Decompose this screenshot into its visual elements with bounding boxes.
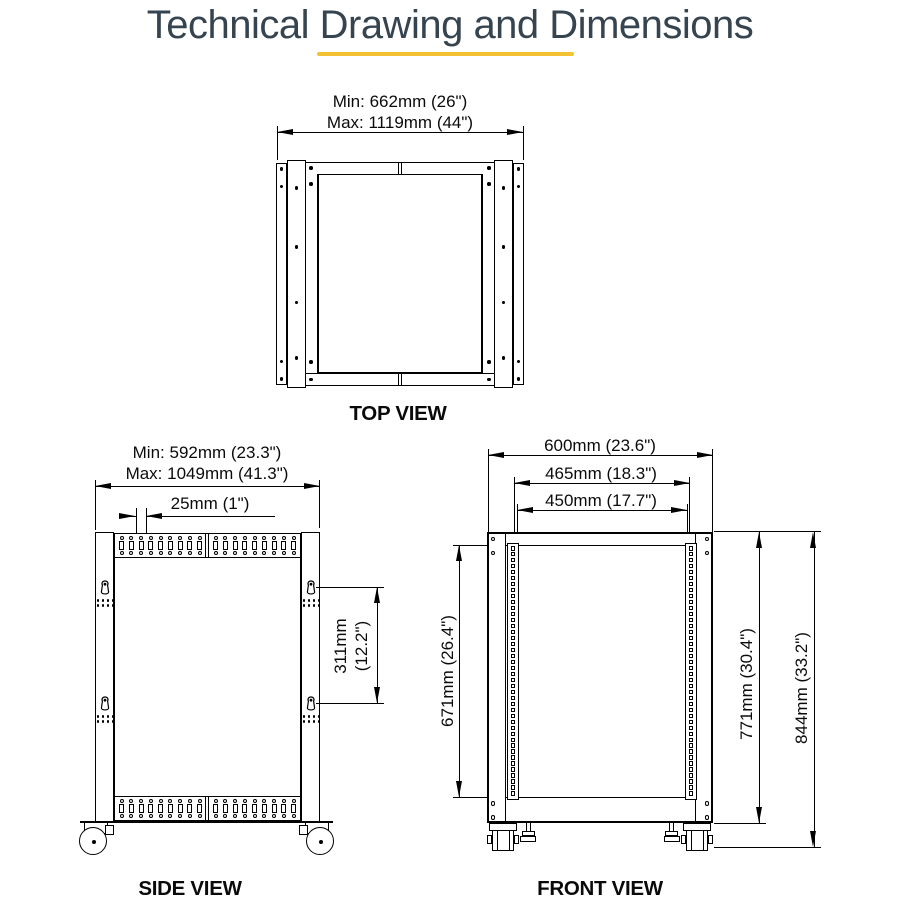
rack-hole bbox=[689, 708, 694, 713]
rack-hole bbox=[689, 720, 694, 725]
rack-hole bbox=[689, 684, 694, 689]
top-view-outer-strip-right bbox=[513, 163, 524, 385]
caster-lock-tab bbox=[105, 825, 114, 835]
rack-hole bbox=[511, 546, 516, 551]
arrowhead-icon bbox=[756, 532, 762, 548]
top-view-depth-min-label: Min: 662mm (26") bbox=[332, 92, 468, 111]
side-view-caption: SIDE VIEW bbox=[138, 877, 242, 900]
screw-hole-dot bbox=[112, 604, 115, 607]
rack-hole bbox=[511, 624, 516, 629]
rack-hole bbox=[689, 749, 694, 754]
screw-hole-dot bbox=[308, 720, 311, 723]
vent-slot bbox=[168, 799, 173, 818]
rack-hole bbox=[689, 779, 694, 784]
rack-hole bbox=[511, 672, 516, 677]
vent-slot bbox=[178, 799, 183, 818]
rack-hole bbox=[511, 791, 516, 796]
screw-hole-dot bbox=[313, 604, 316, 607]
screw-hole-dot bbox=[313, 599, 316, 602]
vent-slot bbox=[223, 536, 228, 555]
caster-tab bbox=[681, 835, 686, 844]
rack-hole bbox=[511, 785, 516, 790]
rack-hole bbox=[689, 576, 694, 581]
rack-hole bbox=[511, 660, 516, 665]
screw-hole-dot bbox=[313, 720, 316, 723]
vent-slot bbox=[233, 799, 238, 818]
vent-slot-row bbox=[210, 798, 299, 819]
rack-hole-column bbox=[687, 544, 695, 798]
side-view-opening bbox=[114, 557, 301, 797]
top-view-inner-strip-left bbox=[305, 174, 318, 373]
rack-hole bbox=[511, 648, 516, 653]
keyhole-mount-icon bbox=[305, 696, 317, 712]
screw-hole-dot bbox=[102, 599, 105, 602]
extension-line bbox=[136, 508, 137, 533]
caster-detail-line bbox=[509, 831, 510, 850]
arrowhead-icon bbox=[671, 507, 687, 513]
corner-hole bbox=[705, 815, 710, 820]
vent-slot bbox=[129, 799, 134, 818]
vent-slot bbox=[187, 799, 192, 818]
rack-hole bbox=[511, 678, 516, 683]
vent-slot bbox=[148, 536, 153, 555]
arrowhead-icon bbox=[756, 807, 762, 823]
screw-dot bbox=[517, 377, 521, 381]
screw-hole-dot bbox=[318, 720, 321, 723]
arrowhead-icon bbox=[507, 129, 523, 135]
title-accent-underline bbox=[317, 52, 574, 56]
rack-hole bbox=[689, 618, 694, 623]
rack-hole bbox=[511, 738, 516, 743]
side-view-mount-pitch-label: 25mm (1") bbox=[170, 494, 250, 513]
screw-dot bbox=[309, 360, 313, 364]
arrowhead-icon bbox=[674, 480, 690, 486]
arrowhead-icon bbox=[374, 687, 380, 703]
rack-hole bbox=[689, 761, 694, 766]
rack-hole bbox=[511, 600, 516, 605]
rack-hole bbox=[689, 606, 694, 611]
vent-slot bbox=[158, 799, 163, 818]
vent-slot bbox=[139, 536, 144, 555]
screw-dot bbox=[309, 166, 313, 170]
side-view-post-right bbox=[301, 532, 320, 822]
corner-hole bbox=[491, 801, 496, 806]
rail-split-line bbox=[205, 534, 209, 557]
rack-hole bbox=[511, 702, 516, 707]
rack-hole bbox=[689, 594, 694, 599]
caster-hub bbox=[319, 840, 323, 844]
caster-detail-line bbox=[703, 831, 704, 850]
rack-hole bbox=[689, 654, 694, 659]
rack-hole bbox=[689, 660, 694, 665]
top-view-caption: TOP VIEW bbox=[349, 402, 447, 425]
extension-line bbox=[453, 797, 487, 798]
caster-detail-line bbox=[497, 831, 498, 850]
dimension-line-side-depth bbox=[95, 486, 320, 487]
top-view-opening bbox=[318, 174, 482, 373]
mounting-rail-left bbox=[507, 543, 519, 800]
rack-hole bbox=[689, 600, 694, 605]
rack-hole bbox=[511, 743, 516, 748]
screw-dot bbox=[295, 245, 299, 249]
screw-hole-cluster bbox=[303, 715, 322, 723]
leveling-foot-stem bbox=[669, 823, 674, 831]
arrowhead-icon bbox=[810, 532, 816, 548]
rack-hole bbox=[511, 558, 516, 563]
front-view-frame bbox=[487, 532, 713, 823]
screw-hole-dot bbox=[303, 599, 306, 602]
screw-hole-dot bbox=[102, 715, 105, 718]
rack-hole bbox=[511, 636, 516, 641]
screw-dot bbox=[502, 186, 506, 190]
arrowhead-icon bbox=[304, 483, 320, 489]
dimension-line-frame-height bbox=[759, 532, 760, 823]
vent-slot bbox=[281, 536, 286, 555]
caster-tab bbox=[487, 835, 492, 844]
vent-slot bbox=[139, 799, 144, 818]
vent-slot bbox=[291, 799, 296, 818]
rack-hole bbox=[689, 636, 694, 641]
dimension-line-rail-holes bbox=[517, 510, 687, 511]
rack-hole bbox=[689, 785, 694, 790]
rack-hole bbox=[511, 755, 516, 760]
screw-hole-dot bbox=[107, 604, 110, 607]
rack-hole bbox=[689, 570, 694, 575]
arrowhead-icon bbox=[119, 513, 135, 519]
rack-hole bbox=[511, 749, 516, 754]
screw-hole-dot bbox=[318, 604, 321, 607]
screw-hole-dot bbox=[313, 715, 316, 718]
extension-line bbox=[488, 449, 489, 532]
corner-hole bbox=[491, 815, 496, 820]
front-view-overall-width-label: 600mm (23.6") bbox=[544, 436, 656, 455]
rack-hole bbox=[511, 552, 516, 557]
rack-hole bbox=[689, 630, 694, 635]
rack-hole bbox=[511, 732, 516, 737]
arrowhead-icon bbox=[810, 831, 816, 847]
screw-hole-cluster bbox=[97, 715, 116, 723]
screw-hole-dot bbox=[97, 720, 100, 723]
rack-hole bbox=[511, 767, 516, 772]
rack-hole bbox=[689, 642, 694, 647]
extension-line bbox=[714, 847, 821, 848]
dimension-line-handle-span bbox=[377, 587, 378, 703]
vent-slot bbox=[262, 799, 267, 818]
rack-hole bbox=[689, 690, 694, 695]
rack-hole bbox=[511, 588, 516, 593]
screw-hole-cluster bbox=[97, 599, 116, 607]
rack-hole bbox=[511, 726, 516, 731]
top-view-post-right bbox=[494, 160, 513, 388]
side-view-handle-span-label bbox=[329, 614, 373, 678]
rack-hole bbox=[689, 672, 694, 677]
extension-line bbox=[712, 449, 713, 532]
vent-slot bbox=[119, 799, 124, 818]
vent-slot bbox=[187, 536, 192, 555]
screw-dot bbox=[280, 377, 284, 381]
screw-hole-dot bbox=[97, 599, 100, 602]
screw-hole-dot bbox=[97, 715, 100, 718]
screw-dot bbox=[487, 166, 491, 170]
vent-slot-row bbox=[116, 798, 205, 819]
vent-slot bbox=[158, 536, 163, 555]
rack-hole bbox=[689, 726, 694, 731]
front-view-rail-hole-label: 450mm (17.7") bbox=[545, 491, 657, 510]
arrowhead-icon bbox=[374, 587, 380, 603]
front-view-rail-outer-label: 465mm (18.3") bbox=[545, 464, 657, 483]
dimension-line-overall-height bbox=[814, 532, 815, 847]
side-view-depth-max-label: Max: 1049mm (41.3") bbox=[125, 464, 289, 483]
screw-dot bbox=[502, 356, 506, 360]
rack-hole bbox=[511, 612, 516, 617]
vent-slot bbox=[242, 536, 247, 555]
rail-split-line bbox=[398, 374, 402, 385]
vent-slot bbox=[233, 536, 238, 555]
screw-dot bbox=[487, 378, 491, 382]
rack-hole bbox=[511, 570, 516, 575]
rack-hole bbox=[689, 582, 694, 587]
vent-slot bbox=[197, 536, 202, 555]
caster-body bbox=[686, 830, 708, 851]
rack-hole bbox=[689, 738, 694, 743]
rack-hole-column bbox=[509, 544, 517, 798]
rack-hole bbox=[511, 582, 516, 587]
rack-hole bbox=[689, 755, 694, 760]
vent-slot-row bbox=[116, 535, 205, 556]
front-view-rail-opening-height-label: 671mm (26.4") bbox=[437, 615, 457, 727]
dimension-line-rail-opening-height bbox=[459, 545, 460, 797]
rail-split-line bbox=[398, 163, 402, 174]
screw-hole-dot bbox=[107, 715, 110, 718]
top-view-depth-max-label: Max: 1119mm (44") bbox=[326, 113, 474, 132]
dimension-line-rail-outer bbox=[514, 483, 690, 484]
vent-slot bbox=[252, 799, 257, 818]
arrowhead-icon bbox=[146, 513, 162, 519]
vent-slot-row bbox=[210, 535, 299, 556]
screw-dot bbox=[517, 167, 521, 171]
top-view-outer-strip-left bbox=[276, 163, 287, 385]
screw-hole-dot bbox=[303, 715, 306, 718]
vent-slot bbox=[178, 536, 183, 555]
arrowhead-icon bbox=[517, 507, 533, 513]
rail-split-line bbox=[205, 797, 209, 820]
rack-hole bbox=[689, 612, 694, 617]
rack-hole bbox=[511, 761, 516, 766]
rack-hole bbox=[689, 702, 694, 707]
screw-dot bbox=[487, 182, 491, 186]
top-view-inner-strip-right bbox=[482, 174, 495, 373]
vent-slot bbox=[148, 799, 153, 818]
extension-line bbox=[714, 531, 821, 532]
rack-hole bbox=[689, 558, 694, 563]
frame-post-line bbox=[505, 532, 506, 823]
arrowhead-icon bbox=[277, 129, 293, 135]
dimension-line-pitch bbox=[146, 516, 275, 517]
extension-line bbox=[316, 703, 384, 704]
leveling-foot-base bbox=[520, 836, 536, 842]
extension-line bbox=[714, 823, 766, 824]
mounting-rail-right bbox=[685, 543, 697, 800]
keyhole-mount-icon bbox=[305, 580, 317, 596]
rack-hole bbox=[511, 690, 516, 695]
screw-dot bbox=[280, 167, 284, 171]
screw-dot bbox=[295, 356, 299, 360]
screw-dot bbox=[502, 245, 506, 249]
rack-hole bbox=[689, 678, 694, 683]
rack-hole bbox=[689, 564, 694, 569]
keyhole-mount-icon bbox=[99, 580, 111, 596]
screw-dot bbox=[309, 378, 313, 382]
vent-slot bbox=[252, 536, 257, 555]
vent-slot bbox=[129, 536, 134, 555]
rack-hole bbox=[511, 773, 516, 778]
rack-hole bbox=[689, 696, 694, 701]
screw-hole-dot bbox=[107, 599, 110, 602]
vent-slot bbox=[291, 536, 296, 555]
rack-hole bbox=[511, 714, 516, 719]
screw-hole-dot bbox=[318, 715, 321, 718]
frame-inner-bottom-line bbox=[505, 797, 695, 798]
top-view-post-left bbox=[287, 160, 306, 388]
screw-hole-dot bbox=[112, 599, 115, 602]
rack-hole bbox=[511, 696, 516, 701]
rack-hole bbox=[511, 654, 516, 659]
rack-hole bbox=[511, 779, 516, 784]
rack-hole bbox=[689, 732, 694, 737]
corner-hole bbox=[705, 801, 710, 806]
screw-dot bbox=[295, 186, 299, 190]
dimension-line-overall-width bbox=[488, 455, 713, 456]
screw-hole-dot bbox=[102, 604, 105, 607]
rack-hole bbox=[689, 546, 694, 551]
frame-inner-top-line bbox=[505, 545, 695, 546]
rack-hole bbox=[511, 576, 516, 581]
rack-hole bbox=[689, 791, 694, 796]
rack-hole bbox=[689, 624, 694, 629]
screw-dot bbox=[487, 360, 491, 364]
handle-span-mm: 311mm bbox=[331, 618, 350, 674]
rack-hole bbox=[689, 552, 694, 557]
handle-span-in: (12.2") bbox=[352, 620, 371, 672]
screw-hole-dot bbox=[102, 720, 105, 723]
rack-hole bbox=[689, 773, 694, 778]
arrowhead-icon bbox=[514, 480, 530, 486]
front-view-caption: FRONT VIEW bbox=[537, 877, 663, 900]
dimension-line-top-depth bbox=[277, 132, 523, 133]
rack-hole bbox=[511, 564, 516, 569]
rack-hole bbox=[511, 708, 516, 713]
rack-hole bbox=[511, 630, 516, 635]
side-view-depth-min-label: Min: 592mm (23.3") bbox=[132, 443, 282, 462]
rack-hole bbox=[511, 618, 516, 623]
caster-hub bbox=[92, 840, 96, 844]
arrowhead-icon bbox=[95, 483, 111, 489]
keyhole-mount-icon bbox=[99, 696, 111, 712]
screw-dot bbox=[309, 182, 313, 186]
arrowhead-icon bbox=[456, 781, 462, 797]
rack-hole bbox=[511, 666, 516, 671]
screw-hole-dot bbox=[107, 720, 110, 723]
front-view-frame-height-label: 771mm (30.4") bbox=[736, 628, 756, 740]
screw-hole-dot bbox=[308, 715, 311, 718]
caster-tab bbox=[708, 835, 713, 844]
rack-hole bbox=[689, 666, 694, 671]
screw-hole-dot bbox=[308, 604, 311, 607]
vent-slot bbox=[168, 536, 173, 555]
vent-slot bbox=[272, 536, 277, 555]
rack-hole bbox=[511, 642, 516, 647]
vent-slot bbox=[272, 799, 277, 818]
base-plate-line bbox=[80, 821, 333, 823]
screw-hole-dot bbox=[303, 720, 306, 723]
screw-hole-dot bbox=[112, 715, 115, 718]
screw-hole-dot bbox=[303, 604, 306, 607]
rack-hole bbox=[511, 606, 516, 611]
leveling-foot-base bbox=[664, 836, 680, 842]
screw-hole-dot bbox=[97, 604, 100, 607]
rack-hole bbox=[689, 767, 694, 772]
rack-hole bbox=[689, 743, 694, 748]
vent-slot bbox=[213, 536, 218, 555]
rack-hole bbox=[511, 684, 516, 689]
rack-hole bbox=[689, 588, 694, 593]
caster-detail-line bbox=[691, 831, 692, 850]
rack-hole bbox=[511, 720, 516, 725]
vent-slot bbox=[223, 799, 228, 818]
vent-slot bbox=[119, 536, 124, 555]
screw-hole-dot bbox=[308, 599, 311, 602]
vent-slot bbox=[281, 799, 286, 818]
rack-hole bbox=[689, 648, 694, 653]
arrowhead-icon bbox=[697, 452, 713, 458]
page-title: Technical Drawing and Dimensions bbox=[146, 3, 754, 47]
arrowhead-icon bbox=[456, 545, 462, 561]
leveling-foot-stem bbox=[526, 823, 531, 831]
screw-hole-cluster bbox=[303, 599, 322, 607]
screw-hole-dot bbox=[112, 720, 115, 723]
vent-slot bbox=[242, 799, 247, 818]
side-view-post-left bbox=[95, 532, 114, 822]
rack-hole bbox=[689, 714, 694, 719]
front-view-overall-height-label: 844mm (33.2") bbox=[791, 632, 811, 744]
caster-tab bbox=[514, 835, 519, 844]
rack-hole bbox=[511, 594, 516, 599]
screw-hole-dot bbox=[318, 599, 321, 602]
arrowhead-icon bbox=[488, 452, 504, 458]
vent-slot bbox=[262, 536, 267, 555]
caster-body bbox=[492, 830, 514, 851]
vent-slot bbox=[197, 799, 202, 818]
vent-slot bbox=[213, 799, 218, 818]
